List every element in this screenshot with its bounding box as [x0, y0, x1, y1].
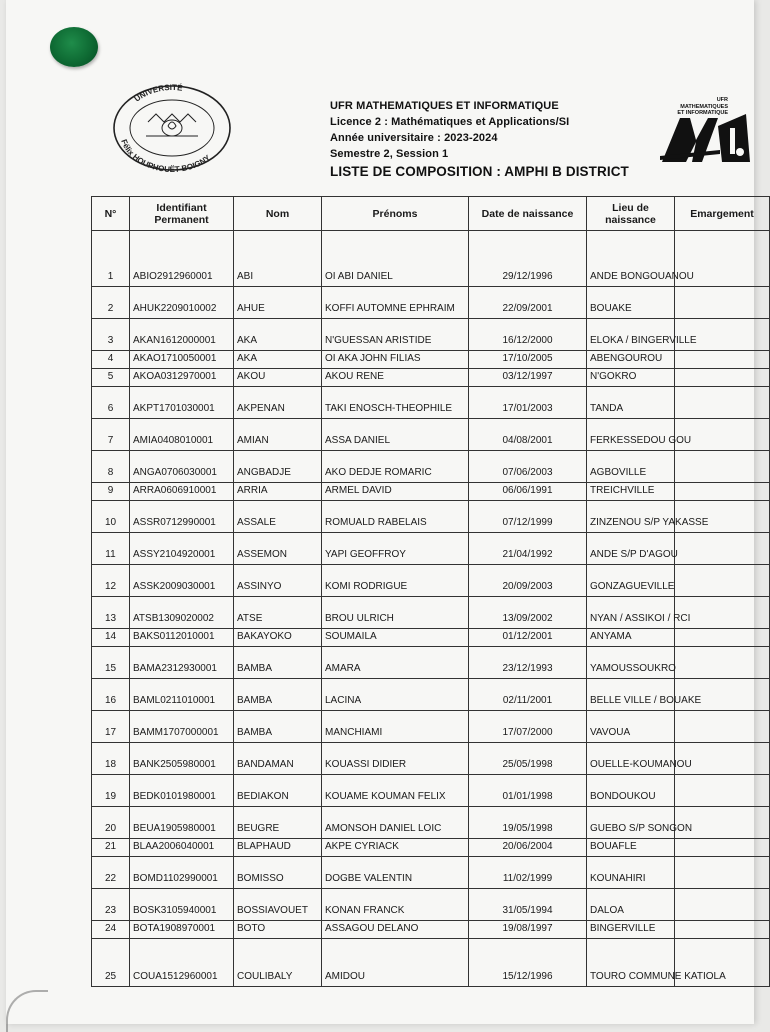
- student-nom: BAMBA: [234, 711, 322, 743]
- student-nom: AHUE: [234, 287, 322, 319]
- student-birthplace: ZINZENOU S/P YAKASSE: [587, 501, 675, 533]
- table-row: [92, 939, 770, 987]
- student-birthdate: 21/04/1992: [469, 533, 587, 565]
- student-prenoms: AMIDOU: [322, 939, 469, 987]
- student-birthplace: ANYAMA: [587, 629, 675, 647]
- student-prenoms: AMARA: [322, 647, 469, 679]
- student-birthdate: 02/11/2001: [469, 679, 587, 711]
- signature-cell[interactable]: [675, 839, 770, 857]
- logo-line-1: UFR: [716, 97, 728, 103]
- document-header: [330, 98, 629, 180]
- row-number: 4: [92, 351, 130, 369]
- row-number: 11: [92, 533, 130, 565]
- student-birthplace: GONZAGUEVILLE: [587, 565, 675, 597]
- student-id: ABIO2912960001: [130, 231, 234, 287]
- table-row: [92, 565, 770, 597]
- student-birthplace: TOURO COMMUNE KATIOLA: [587, 939, 675, 987]
- student-prenoms: ROMUALD RABELAIS: [322, 501, 469, 533]
- student-prenoms: DOGBE VALENTIN: [322, 857, 469, 889]
- header-semester: Semestre 2, Session 1: [330, 148, 449, 160]
- logo-line-2: MATHEMATIQUES: [680, 103, 728, 110]
- student-nom: ABI: [234, 231, 322, 287]
- student-prenoms: KOUAME KOUMAN FELIX: [322, 775, 469, 807]
- student-birthplace: ABENGOUROU: [587, 351, 675, 369]
- col-header-number: N°: [92, 197, 130, 231]
- table-row: [92, 679, 770, 711]
- student-prenoms: OI AKA JOHN FILIAS: [322, 351, 469, 369]
- student-birthdate: 20/09/2003: [469, 565, 587, 597]
- student-birthplace: KOUNAHIRI: [587, 857, 675, 889]
- student-nom: ATSE: [234, 597, 322, 629]
- student-birthdate: 19/08/1997: [469, 921, 587, 939]
- student-birthdate: 17/01/2003: [469, 387, 587, 419]
- row-number: 23: [92, 889, 130, 921]
- signature-cell[interactable]: [675, 287, 770, 319]
- row-number: 21: [92, 839, 130, 857]
- student-nom: COULIBALY: [234, 939, 322, 987]
- student-birthplace: AGBOVILLE: [587, 451, 675, 483]
- table-row: [92, 647, 770, 679]
- student-birthplace: BOUAKE: [587, 287, 675, 319]
- student-prenoms: ASSA DANIEL: [322, 419, 469, 451]
- table-row: [92, 839, 770, 857]
- student-birthplace: TREICHVILLE: [587, 483, 675, 501]
- student-birthdate: 01/12/2001: [469, 629, 587, 647]
- signature-cell[interactable]: [675, 647, 770, 679]
- paper-corner: [6, 990, 48, 1032]
- student-prenoms: SOUMAILA: [322, 629, 469, 647]
- student-birthdate: 25/05/1998: [469, 743, 587, 775]
- student-birthdate: 16/12/2000: [469, 319, 587, 351]
- table-row: [92, 629, 770, 647]
- table-row: [92, 351, 770, 369]
- table-row: [92, 319, 770, 351]
- seal-top-text: UNIVERSITÉ: [132, 82, 183, 104]
- signature-cell[interactable]: [675, 889, 770, 921]
- student-birthdate: 06/06/1991: [469, 483, 587, 501]
- student-prenoms: OI ABI DANIEL: [322, 231, 469, 287]
- document-title: LISTE DE COMPOSITION : AMPHI B DISTRICT: [330, 164, 629, 179]
- table-row: [92, 857, 770, 889]
- table-row: [92, 451, 770, 483]
- student-prenoms: KOUASSI DIDIER: [322, 743, 469, 775]
- row-number: 5: [92, 369, 130, 387]
- student-birthplace: BONDOUKOU: [587, 775, 675, 807]
- svg-text:Félix HOUPHOUËT-BOIGNY: [119, 138, 212, 172]
- student-birthplace: GUEBO S/P SONGON: [587, 807, 675, 839]
- student-nom: BAKAYOKO: [234, 629, 322, 647]
- student-nom: BOTO: [234, 921, 322, 939]
- student-birthdate: 13/09/2002: [469, 597, 587, 629]
- row-number: 19: [92, 775, 130, 807]
- row-number: 2: [92, 287, 130, 319]
- student-birthplace: TANDA: [587, 387, 675, 419]
- row-number: 14: [92, 629, 130, 647]
- row-number: 17: [92, 711, 130, 743]
- row-number: 3: [92, 319, 130, 351]
- student-birthplace: FERKESSEDOU GOU: [587, 419, 675, 451]
- student-prenoms: AKPE CYRIACK: [322, 839, 469, 857]
- student-nom: BOMISSO: [234, 857, 322, 889]
- signature-cell[interactable]: [675, 629, 770, 647]
- student-nom: BLAPHAUD: [234, 839, 322, 857]
- student-nom: BEUGRE: [234, 807, 322, 839]
- student-id: AMIA0408010001: [130, 419, 234, 451]
- col-header-id: Identifiant Permanent: [130, 197, 234, 231]
- student-id: AKOA0312970001: [130, 369, 234, 387]
- student-id: AHUK2209010002: [130, 287, 234, 319]
- signature-cell[interactable]: [675, 775, 770, 807]
- row-number: 1: [92, 231, 130, 287]
- row-number: 25: [92, 939, 130, 987]
- student-prenoms: TAKI ENOSCH-THEOPHILE: [322, 387, 469, 419]
- student-id: BOMD1102990001: [130, 857, 234, 889]
- student-birthplace: YAMOUSSOUKRO: [587, 647, 675, 679]
- student-birthplace: BOUAFLE: [587, 839, 675, 857]
- signature-cell[interactable]: [675, 451, 770, 483]
- col-header-prenoms: Prénoms: [322, 197, 469, 231]
- table-header-row: [92, 197, 770, 231]
- table-row: [92, 889, 770, 921]
- student-prenoms: AMONSOH DANIEL LOIC: [322, 807, 469, 839]
- table-row: [92, 501, 770, 533]
- student-nom: BOSSIAVOUET: [234, 889, 322, 921]
- col-header-date: Date de naissance: [469, 197, 587, 231]
- student-nom: AMIAN: [234, 419, 322, 451]
- student-id: BEUA1905980001: [130, 807, 234, 839]
- student-birthdate: 20/06/2004: [469, 839, 587, 857]
- student-prenoms: AKOU RENE: [322, 369, 469, 387]
- student-birthplace: N'GOKRO: [587, 369, 675, 387]
- student-nom: ANGBADJE: [234, 451, 322, 483]
- row-number: 18: [92, 743, 130, 775]
- student-birthplace: ELOKA / BINGERVILLE: [587, 319, 675, 351]
- student-id: ASSR0712990001: [130, 501, 234, 533]
- table-row: [92, 287, 770, 319]
- student-nom: AKOU: [234, 369, 322, 387]
- table-row: [92, 921, 770, 939]
- signature-cell[interactable]: [675, 711, 770, 743]
- table-row: [92, 775, 770, 807]
- table-row: [92, 369, 770, 387]
- student-prenoms: N'GUESSAN ARISTIDE: [322, 319, 469, 351]
- signature-cell[interactable]: [675, 483, 770, 501]
- student-list-table: [91, 196, 770, 987]
- student-birthplace: NYAN / ASSIKOI / RCI: [587, 597, 675, 629]
- row-number: 16: [92, 679, 130, 711]
- signature-cell[interactable]: [675, 857, 770, 889]
- student-nom: ASSINYO: [234, 565, 322, 597]
- student-prenoms: ASSAGOU DELANO: [322, 921, 469, 939]
- row-number: 13: [92, 597, 130, 629]
- table-row: [92, 807, 770, 839]
- row-number: 7: [92, 419, 130, 451]
- student-birthdate: 23/12/1993: [469, 647, 587, 679]
- student-prenoms: BROU ULRICH: [322, 597, 469, 629]
- student-birthplace: BINGERVILLE: [587, 921, 675, 939]
- student-birthplace: VAVOUA: [587, 711, 675, 743]
- student-id: COUA1512960001: [130, 939, 234, 987]
- row-number: 15: [92, 647, 130, 679]
- signature-cell[interactable]: [675, 351, 770, 369]
- table-row: [92, 231, 770, 287]
- row-number: 6: [92, 387, 130, 419]
- student-birthdate: 22/09/2001: [469, 287, 587, 319]
- document-page: [6, 0, 754, 1024]
- student-prenoms: KONAN FRANCK: [322, 889, 469, 921]
- student-nom: BAMBA: [234, 647, 322, 679]
- student-id: BAMA2312930001: [130, 647, 234, 679]
- row-number: 10: [92, 501, 130, 533]
- student-birthplace: ANDE S/P D'AGOU: [587, 533, 675, 565]
- student-id: AKPT1701030001: [130, 387, 234, 419]
- col-header-nom: Nom: [234, 197, 322, 231]
- student-id: ARRA0606910001: [130, 483, 234, 501]
- student-birthdate: 03/12/1997: [469, 369, 587, 387]
- student-birthdate: 15/12/1996: [469, 939, 587, 987]
- student-id: BEDK0101980001: [130, 775, 234, 807]
- student-id: ATSB1309020002: [130, 597, 234, 629]
- row-number: 22: [92, 857, 130, 889]
- student-id: ANGA0706030001: [130, 451, 234, 483]
- student-prenoms: LACINA: [322, 679, 469, 711]
- student-nom: BANDAMAN: [234, 743, 322, 775]
- row-number: 12: [92, 565, 130, 597]
- header-year: Année universitaire : 2023-2024: [330, 132, 498, 144]
- student-prenoms: YAPI GEOFFROY: [322, 533, 469, 565]
- student-prenoms: ARMEL DAVID: [322, 483, 469, 501]
- student-id: BLAA2006040001: [130, 839, 234, 857]
- student-birthdate: 17/10/2005: [469, 351, 587, 369]
- student-birthplace: BELLE VILLE / BOUAKE: [587, 679, 675, 711]
- student-birthdate: 07/12/1999: [469, 501, 587, 533]
- row-number: 9: [92, 483, 130, 501]
- student-id: BAML0211010001: [130, 679, 234, 711]
- student-nom: AKPENAN: [234, 387, 322, 419]
- student-id: BAKS0112010001: [130, 629, 234, 647]
- ufr-mi-logo: [660, 96, 756, 168]
- student-id: AKAN1612000001: [130, 319, 234, 351]
- logo-line-3: ET INFORMATIQUE: [677, 110, 728, 116]
- signature-cell[interactable]: [675, 387, 770, 419]
- header-licence: Licence 2 : Mathématiques et Applications/SI: [330, 116, 570, 128]
- student-nom: ASSALE: [234, 501, 322, 533]
- table-row: [92, 533, 770, 565]
- student-birthdate: 07/06/2003: [469, 451, 587, 483]
- row-number: 20: [92, 807, 130, 839]
- student-birthdate: 29/12/1996: [469, 231, 587, 287]
- student-prenoms: KOFFI AUTOMNE EPHRAIM: [322, 287, 469, 319]
- student-birthplace: OUELLE-KOUMANOU: [587, 743, 675, 775]
- student-id: ASSY2104920001: [130, 533, 234, 565]
- table-row: [92, 387, 770, 419]
- green-pushpin: [50, 27, 98, 67]
- student-id: BOTA1908970001: [130, 921, 234, 939]
- student-birthdate: 11/02/1999: [469, 857, 587, 889]
- student-birthplace: ANDE BONGOUANOU: [587, 231, 675, 287]
- student-id: BOSK3105940001: [130, 889, 234, 921]
- university-seal-logo: [110, 82, 234, 172]
- student-id: BANK2505980001: [130, 743, 234, 775]
- student-birthplace: DALOA: [587, 889, 675, 921]
- student-birthdate: 19/05/1998: [469, 807, 587, 839]
- table-row: [92, 483, 770, 501]
- signature-cell[interactable]: [675, 921, 770, 939]
- signature-cell[interactable]: [675, 369, 770, 387]
- row-number: 8: [92, 451, 130, 483]
- student-birthdate: 31/05/1994: [469, 889, 587, 921]
- student-birthdate: 01/01/1998: [469, 775, 587, 807]
- student-nom: AKA: [234, 319, 322, 351]
- student-id: ASSK2009030001: [130, 565, 234, 597]
- student-prenoms: AKO DEDJE ROMARIC: [322, 451, 469, 483]
- student-nom: ASSEMON: [234, 533, 322, 565]
- student-nom: AKA: [234, 351, 322, 369]
- table-row: [92, 743, 770, 775]
- student-birthdate: 04/08/2001: [469, 419, 587, 451]
- col-header-lieu: Lieu de naissance: [587, 197, 675, 231]
- student-id: AKAO1710050001: [130, 351, 234, 369]
- row-number: 24: [92, 921, 130, 939]
- table-row: [92, 711, 770, 743]
- header-ufr: UFR MATHEMATIQUES ET INFORMATIQUE: [330, 100, 559, 112]
- signature-cell[interactable]: [675, 565, 770, 597]
- col-header-emargement: Emargement: [675, 197, 770, 231]
- table-row: [92, 597, 770, 629]
- student-birthdate: 17/07/2000: [469, 711, 587, 743]
- student-prenoms: MANCHIAMI: [322, 711, 469, 743]
- student-nom: ARRIA: [234, 483, 322, 501]
- student-prenoms: KOMI RODRIGUE: [322, 565, 469, 597]
- table-row: [92, 419, 770, 451]
- student-nom: BEDIAKON: [234, 775, 322, 807]
- student-id: BAMM1707000001: [130, 711, 234, 743]
- student-nom: BAMBA: [234, 679, 322, 711]
- seal-bottom-text: Félix HOUPHOUËT-BOIGNY: [119, 138, 212, 172]
- signature-cell[interactable]: [675, 533, 770, 565]
